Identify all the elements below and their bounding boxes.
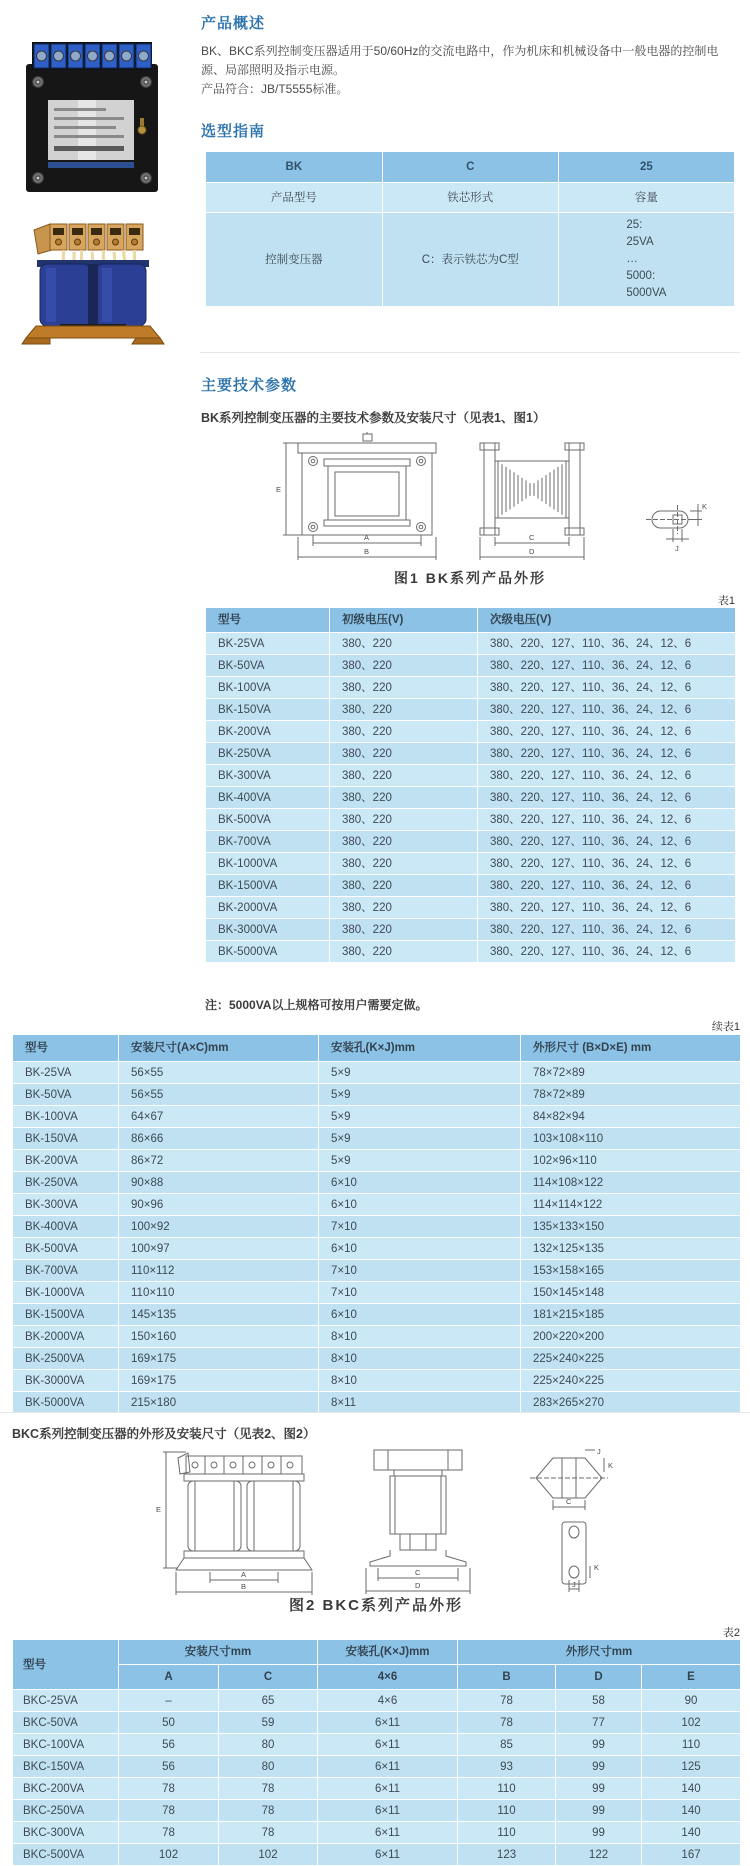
table-cell: 122 xyxy=(556,1844,642,1866)
table-cell: BK-300VA xyxy=(206,765,330,787)
table-cell: BK-1500VA xyxy=(13,1304,119,1326)
text-line: 25VA xyxy=(626,236,654,248)
table-row xyxy=(206,743,736,765)
table-cell: BK-50VA xyxy=(13,1084,119,1106)
text-line: 5000VA xyxy=(626,287,667,299)
subheader-a: A xyxy=(119,1665,219,1690)
coils xyxy=(40,264,146,326)
table-cell: 99 xyxy=(556,1822,642,1844)
table-cell: BK-300VA xyxy=(13,1194,119,1216)
table-cell: 380、220 xyxy=(330,655,478,677)
table-cell: BK-5000VA xyxy=(206,941,330,963)
table-cell: 8×11 xyxy=(319,1392,521,1414)
table-row xyxy=(13,1194,741,1216)
table-cell: 380、220 xyxy=(330,897,478,919)
table-row xyxy=(13,1800,741,1822)
table-cell: BK-1500VA xyxy=(206,875,330,897)
table-row xyxy=(13,1392,741,1414)
table-cell: 80 xyxy=(219,1756,318,1778)
table-cell: BK-2000VA xyxy=(206,897,330,919)
table-cell: 78×72×89 xyxy=(521,1062,741,1084)
table-cell: 50 xyxy=(119,1712,219,1734)
table-group-header-row xyxy=(13,1640,741,1665)
table-cell: BK-200VA xyxy=(206,721,330,743)
table-cell: 380、220 xyxy=(330,633,478,655)
table-cell: 77 xyxy=(556,1712,642,1734)
table-cell: 215×180 xyxy=(119,1392,319,1414)
selection-code-row xyxy=(206,152,735,183)
section-divider xyxy=(0,1412,750,1413)
table-row xyxy=(206,809,736,831)
table-cell: 86×66 xyxy=(119,1128,319,1150)
selection-guide-table xyxy=(205,151,735,307)
table-cell: 110 xyxy=(642,1734,741,1756)
table-cell: BK-400VA xyxy=(206,787,330,809)
label-capacity: 容量 xyxy=(558,183,734,213)
table-cell: 6×11 xyxy=(318,1756,458,1778)
table-cell: 380、220、127、110、36、24、12、6 xyxy=(478,897,736,919)
table-cell: BKC-50VA xyxy=(13,1712,119,1734)
table-cell: 78 xyxy=(219,1778,318,1800)
overview-line-2: 产品符合：JB/T5555标准。 xyxy=(201,82,349,96)
table-row xyxy=(13,1844,741,1866)
table-row xyxy=(13,1712,741,1734)
table-cell: 380、220 xyxy=(330,853,478,875)
table-cell: BK-5000VA xyxy=(13,1392,119,1414)
table-cell: 100×92 xyxy=(119,1216,319,1238)
table-cell: 380、220 xyxy=(330,787,478,809)
text-line: 25: xyxy=(626,219,643,231)
table-cell: 181×215×185 xyxy=(521,1304,741,1326)
table-cell: 7×10 xyxy=(319,1282,521,1304)
table-cell: 380、220、127、110、36、24、12、6 xyxy=(478,699,736,721)
table-cell: 140 xyxy=(642,1800,741,1822)
table-cell: 78 xyxy=(219,1822,318,1844)
code-bk: BK xyxy=(206,152,383,183)
table-row xyxy=(206,941,736,963)
table-cell: 380、220 xyxy=(330,677,478,699)
label-product-model: 产品型号 xyxy=(206,183,383,213)
table-cell: 110 xyxy=(458,1822,556,1844)
table-cell: 90×88 xyxy=(119,1172,319,1194)
table-cell: 380、220 xyxy=(330,919,478,941)
header-mounting-hole: 安装孔(K×J)mm xyxy=(319,1035,521,1062)
figure1-bk-outline-drawing xyxy=(236,430,718,566)
table-cell: 6×10 xyxy=(319,1194,521,1216)
table-row xyxy=(13,1326,741,1348)
table-cell: 380、220 xyxy=(330,721,478,743)
table-row xyxy=(13,1756,741,1778)
section-divider xyxy=(200,352,740,353)
terminal-blocks-row xyxy=(50,224,143,250)
table-row xyxy=(206,765,736,787)
bk-dimensions-table xyxy=(12,1034,741,1414)
text-line: … xyxy=(626,253,638,265)
svg-text:B: B xyxy=(364,547,370,556)
table-cell: 5×9 xyxy=(319,1128,521,1150)
table-cell: 78 xyxy=(119,1822,219,1844)
table-cell: 7×10 xyxy=(319,1260,521,1282)
subheader-d: D xyxy=(556,1665,642,1690)
table-cell: 380、220、127、110、36、24、12、6 xyxy=(478,809,736,831)
table-cell: 58 xyxy=(556,1690,642,1712)
table-cell: 64×67 xyxy=(119,1106,319,1128)
table-cell: 59 xyxy=(219,1712,318,1734)
table2-label: 表2 xyxy=(722,1627,740,1639)
svg-text:A: A xyxy=(364,533,370,542)
table-row xyxy=(13,1150,741,1172)
table-row xyxy=(206,897,736,919)
subheader-b: B xyxy=(458,1665,556,1690)
svg-text:A: A xyxy=(241,1570,247,1579)
table-cell: BK-500VA xyxy=(13,1238,119,1260)
fig2-front-view xyxy=(156,1452,312,1595)
table-cell: 6×11 xyxy=(318,1800,458,1822)
table-cell: 380、220、127、110、36、24、12、6 xyxy=(478,919,736,941)
subheader-c: C xyxy=(219,1665,318,1690)
table-cell: BK-700VA xyxy=(206,831,330,853)
svg-text:C: C xyxy=(566,1497,572,1506)
table-cell: 102×96×110 xyxy=(521,1150,741,1172)
table-cell: 6×10 xyxy=(319,1304,521,1326)
table-cell: 90×96 xyxy=(119,1194,319,1216)
table-cell: 380、220、127、110、36、24、12、6 xyxy=(478,831,736,853)
table-cell: 110 xyxy=(458,1800,556,1822)
table-cell: 114×108×122 xyxy=(521,1172,741,1194)
table-cell: 56 xyxy=(119,1734,219,1756)
svg-text:K: K xyxy=(608,1461,614,1470)
table-cell: BKC-150VA xyxy=(13,1756,119,1778)
table-cell: BKC-300VA xyxy=(13,1822,119,1844)
code-25: 25 xyxy=(558,152,734,183)
header-install-size: 安装尺寸(A×C)mm xyxy=(119,1035,319,1062)
subheader-e: E xyxy=(642,1665,741,1690)
table-cell: 78 xyxy=(119,1778,219,1800)
table-cell: BK-150VA xyxy=(13,1128,119,1150)
table-row xyxy=(13,1822,741,1844)
table-cell: 100×97 xyxy=(119,1238,319,1260)
table-cell: BK-25VA xyxy=(206,633,330,655)
table-cell: 380、220、127、110、36、24、12、6 xyxy=(478,853,736,875)
bk-product-photo xyxy=(20,38,166,198)
table-cell: 380、220 xyxy=(330,699,478,721)
bkc-intro-text: BKC系列控制变压器的外形及安装尺寸（见表2、图2） xyxy=(12,1427,316,1441)
table-cell: 80 xyxy=(219,1734,318,1756)
table-cell: BKC-200VA xyxy=(13,1778,119,1800)
table-cell: BK-150VA xyxy=(206,699,330,721)
desc-core: C：表示铁芯为C型 xyxy=(382,213,558,307)
fig1-mounting-slot-detail xyxy=(646,502,707,553)
table-cell: BKC-250VA xyxy=(13,1800,119,1822)
bkc-product-photo xyxy=(20,220,166,352)
header-install-size-group: 安装尺寸mm xyxy=(119,1640,318,1665)
table-cell: BK-700VA xyxy=(13,1260,119,1282)
header-secondary-voltage: 次级电压(V) xyxy=(478,608,736,633)
table-cell: BK-3000VA xyxy=(13,1370,119,1392)
table-row xyxy=(206,875,736,897)
table-cell: 85 xyxy=(458,1734,556,1756)
tech-params-heading: 主要技术参数 xyxy=(201,377,298,394)
table-cell: 167 xyxy=(642,1844,741,1866)
svg-text:J: J xyxy=(572,1580,576,1589)
table1-cont-label: 续表1 xyxy=(711,1021,740,1033)
selection-desc-row xyxy=(206,213,735,307)
table-cell: BK-2500VA xyxy=(13,1348,119,1370)
table-cell: 6×11 xyxy=(318,1712,458,1734)
header-outline-size-group: 外形尺寸mm xyxy=(458,1640,741,1665)
table-cell: BKC-100VA xyxy=(13,1734,119,1756)
table-row xyxy=(206,699,736,721)
table-cell: 125 xyxy=(642,1756,741,1778)
table-cell: 56×55 xyxy=(119,1062,319,1084)
table-cell: BKC-500VA xyxy=(13,1844,119,1866)
table-cell: BK-1000VA xyxy=(13,1282,119,1304)
table-cell: 78 xyxy=(219,1800,318,1822)
table-cell: 169×175 xyxy=(119,1348,319,1370)
table-cell: 78 xyxy=(119,1800,219,1822)
table-header-row xyxy=(13,1035,741,1062)
base xyxy=(22,326,164,344)
table-cell: 380、220、127、110、36、24、12、6 xyxy=(478,875,736,897)
table-cell: BK-1000VA xyxy=(206,853,330,875)
table-cell: 380、220 xyxy=(330,809,478,831)
table-header-row xyxy=(206,608,736,633)
table-cell: 110×112 xyxy=(119,1260,319,1282)
table-cell: 114×114×122 xyxy=(521,1194,741,1216)
table-cell: 102 xyxy=(119,1844,219,1866)
table-cell: 99 xyxy=(556,1800,642,1822)
table-cell: 380、220、127、110、36、24、12、6 xyxy=(478,721,736,743)
table-cell: 56×55 xyxy=(119,1084,319,1106)
table-cell: BK-250VA xyxy=(13,1172,119,1194)
overview-line-1: BK、BKC系列控制变压器适用于50/60Hz的交流电路中，作为机床和机械设备中一般电器的控制电源、局部照明及指示电源。 xyxy=(201,44,719,77)
table-row xyxy=(13,1370,741,1392)
table-cell: 5×9 xyxy=(319,1062,521,1084)
table-cell: 110 xyxy=(458,1778,556,1800)
svg-text:D: D xyxy=(415,1581,421,1590)
bkc-dimensions-table xyxy=(12,1639,741,1866)
table-row xyxy=(206,633,736,655)
table-cell: 150×160 xyxy=(119,1326,319,1348)
table-cell: BK-25VA xyxy=(13,1062,119,1084)
table-cell: 103×108×110 xyxy=(521,1128,741,1150)
table-cell: 78×72×89 xyxy=(521,1084,741,1106)
table-cell: 78 xyxy=(458,1712,556,1734)
table-cell: 380、220、127、110、36、24、12、6 xyxy=(478,677,736,699)
table-cell: 380、220、127、110、36、24、12、6 xyxy=(478,787,736,809)
table-cell: BK-200VA xyxy=(13,1150,119,1172)
header-primary-voltage: 初级电压(V) xyxy=(330,608,478,633)
header-model: 型号 xyxy=(206,608,330,633)
fig2-mounting-bracket-detail xyxy=(562,1522,599,1592)
table-cell: 169×175 xyxy=(119,1370,319,1392)
table-cell: 380、220 xyxy=(330,765,478,787)
fig1-side-view xyxy=(480,443,584,560)
table-cell: 380、220、127、110、36、24、12、6 xyxy=(478,765,736,787)
text-line: 5000: xyxy=(626,270,656,282)
table-row xyxy=(206,831,736,853)
table-cell: – xyxy=(119,1690,219,1712)
table-cell: 99 xyxy=(556,1734,642,1756)
table-cell: 110×110 xyxy=(119,1282,319,1304)
table-cell: 153×158×165 xyxy=(521,1260,741,1282)
svg-text:E: E xyxy=(156,1505,162,1514)
table-row xyxy=(13,1172,741,1194)
desc-capacity xyxy=(558,213,734,307)
table-cell: 380、220、127、110、36、24、12、6 xyxy=(478,633,736,655)
table-cell: BK-2000VA xyxy=(13,1326,119,1348)
table-cell: 132×125×135 xyxy=(521,1238,741,1260)
table-cell: BK-100VA xyxy=(13,1106,119,1128)
table-row xyxy=(206,919,736,941)
custom-order-note: 注：5000VA以上规格可按用户需要定做。 xyxy=(205,998,428,1012)
table-cell: 6×11 xyxy=(318,1822,458,1844)
table-cell: 225×240×225 xyxy=(521,1348,741,1370)
figure1-caption: 图1 BK系列产品外形 xyxy=(394,570,546,586)
table-cell: 225×240×225 xyxy=(521,1370,741,1392)
code-c: C xyxy=(382,152,558,183)
table-cell: 7×10 xyxy=(319,1216,521,1238)
table-cell: 102 xyxy=(219,1844,318,1866)
subheader-hole: 4×6 xyxy=(318,1665,458,1690)
bk-intro-text: BK系列控制变压器的主要技术参数及安装尺寸（见表1、图1） xyxy=(201,411,546,425)
table-row xyxy=(13,1084,741,1106)
svg-text:J: J xyxy=(675,544,679,553)
table-cell: 5×9 xyxy=(319,1084,521,1106)
figure2-caption: 图2 BKC系列产品外形 xyxy=(288,1597,463,1614)
desc-product: 控制变压器 xyxy=(206,213,383,307)
terminal-blocks-row xyxy=(34,44,151,68)
table-cell: 283×265×270 xyxy=(521,1392,741,1414)
terminal-side-piece xyxy=(34,224,52,254)
table-cell: 380、220、127、110、36、24、12、6 xyxy=(478,743,736,765)
table-cell: 102 xyxy=(642,1712,741,1734)
table-cell: 145×135 xyxy=(119,1304,319,1326)
table-cell: BK-3000VA xyxy=(206,919,330,941)
fig2-core-clamp-detail xyxy=(530,1447,613,1510)
table-cell: 380、220 xyxy=(330,941,478,963)
nameplate-label xyxy=(48,100,134,168)
svg-text:J: J xyxy=(597,1447,601,1456)
table-row xyxy=(13,1238,741,1260)
table-cell: 6×10 xyxy=(319,1172,521,1194)
table-cell: 99 xyxy=(556,1756,642,1778)
table-cell: 123 xyxy=(458,1844,556,1866)
table-cell: 84×82×94 xyxy=(521,1106,741,1128)
table-cell: 6×10 xyxy=(319,1238,521,1260)
table-cell: 78 xyxy=(458,1690,556,1712)
table-row xyxy=(13,1304,741,1326)
table-row xyxy=(13,1128,741,1150)
fig2-side-view xyxy=(366,1450,470,1594)
figure2-bkc-outline-drawing xyxy=(138,1446,638,1596)
table-cell: 56 xyxy=(119,1756,219,1778)
table-cell: BKC-25VA xyxy=(13,1690,119,1712)
svg-text:E: E xyxy=(276,485,282,494)
table-cell: BK-400VA xyxy=(13,1216,119,1238)
table-cell: 380、220 xyxy=(330,875,478,897)
table-row xyxy=(206,655,736,677)
table-cell: 150×145×148 xyxy=(521,1282,741,1304)
table-cell: 4×6 xyxy=(318,1690,458,1712)
table-cell: 6×11 xyxy=(318,1778,458,1800)
table-cell: 65 xyxy=(219,1690,318,1712)
table-cell: 380、220 xyxy=(330,831,478,853)
table-cell: 135×133×150 xyxy=(521,1216,741,1238)
bk-voltage-table xyxy=(205,607,736,963)
capacity-range xyxy=(626,217,666,302)
ground-screw-stem xyxy=(140,118,144,126)
svg-text:C: C xyxy=(415,1568,421,1577)
table-row xyxy=(13,1106,741,1128)
table-cell: 8×10 xyxy=(319,1370,521,1392)
table-row xyxy=(13,1734,741,1756)
table-row xyxy=(13,1260,741,1282)
table-subheader-row xyxy=(13,1665,741,1690)
table-cell: 140 xyxy=(642,1822,741,1844)
table-row xyxy=(13,1348,741,1370)
table-cell: 8×10 xyxy=(319,1326,521,1348)
table-row xyxy=(206,787,736,809)
svg-text:D: D xyxy=(529,547,535,556)
table-cell: BK-100VA xyxy=(206,677,330,699)
table-cell: 93 xyxy=(458,1756,556,1778)
table-cell: 90 xyxy=(642,1690,741,1712)
table-cell: 200×220×200 xyxy=(521,1326,741,1348)
table-cell: 5×9 xyxy=(319,1106,521,1128)
table-cell: 99 xyxy=(556,1778,642,1800)
table-row xyxy=(13,1216,741,1238)
header-model: 型号 xyxy=(13,1640,119,1690)
svg-text:K: K xyxy=(702,502,708,511)
header-outline-size: 外形尺寸 (B×D×E) mm xyxy=(521,1035,741,1062)
svg-text:C: C xyxy=(529,533,535,542)
table-cell: 140 xyxy=(642,1778,741,1800)
table-cell: BK-250VA xyxy=(206,743,330,765)
table-row xyxy=(206,721,736,743)
svg-text:B: B xyxy=(241,1582,247,1591)
selection-label-row xyxy=(206,183,735,213)
table-cell: 6×11 xyxy=(318,1734,458,1756)
header-mounting-hole-group: 安装孔(K×J)mm xyxy=(318,1640,458,1665)
table-cell: 86×72 xyxy=(119,1150,319,1172)
table-cell: 6×11 xyxy=(318,1844,458,1866)
table-row xyxy=(206,853,736,875)
table-cell: BK-500VA xyxy=(206,809,330,831)
table-cell: 380、220 xyxy=(330,743,478,765)
overview-paragraph xyxy=(201,42,737,99)
table-row xyxy=(13,1690,741,1712)
header-model: 型号 xyxy=(13,1035,119,1062)
table-cell: 380、220、127、110、36、24、12、6 xyxy=(478,941,736,963)
table-cell: BK-50VA xyxy=(206,655,330,677)
svg-text:K: K xyxy=(594,1563,600,1572)
table-row xyxy=(206,677,736,699)
ground-screw xyxy=(138,126,146,134)
selection-guide-heading: 选型指南 xyxy=(201,123,266,140)
table-row xyxy=(13,1282,741,1304)
overview-heading: 产品概述 xyxy=(201,15,266,32)
table-cell: 380、220、127、110、36、24、12、6 xyxy=(478,655,736,677)
table-cell: 5×9 xyxy=(319,1150,521,1172)
table1-label: 表1 xyxy=(717,595,735,607)
table-row xyxy=(13,1062,741,1084)
table-row xyxy=(13,1778,741,1800)
table-cell: 8×10 xyxy=(319,1348,521,1370)
label-core-type: 铁芯形式 xyxy=(382,183,558,213)
fig1-front-view xyxy=(276,432,436,560)
